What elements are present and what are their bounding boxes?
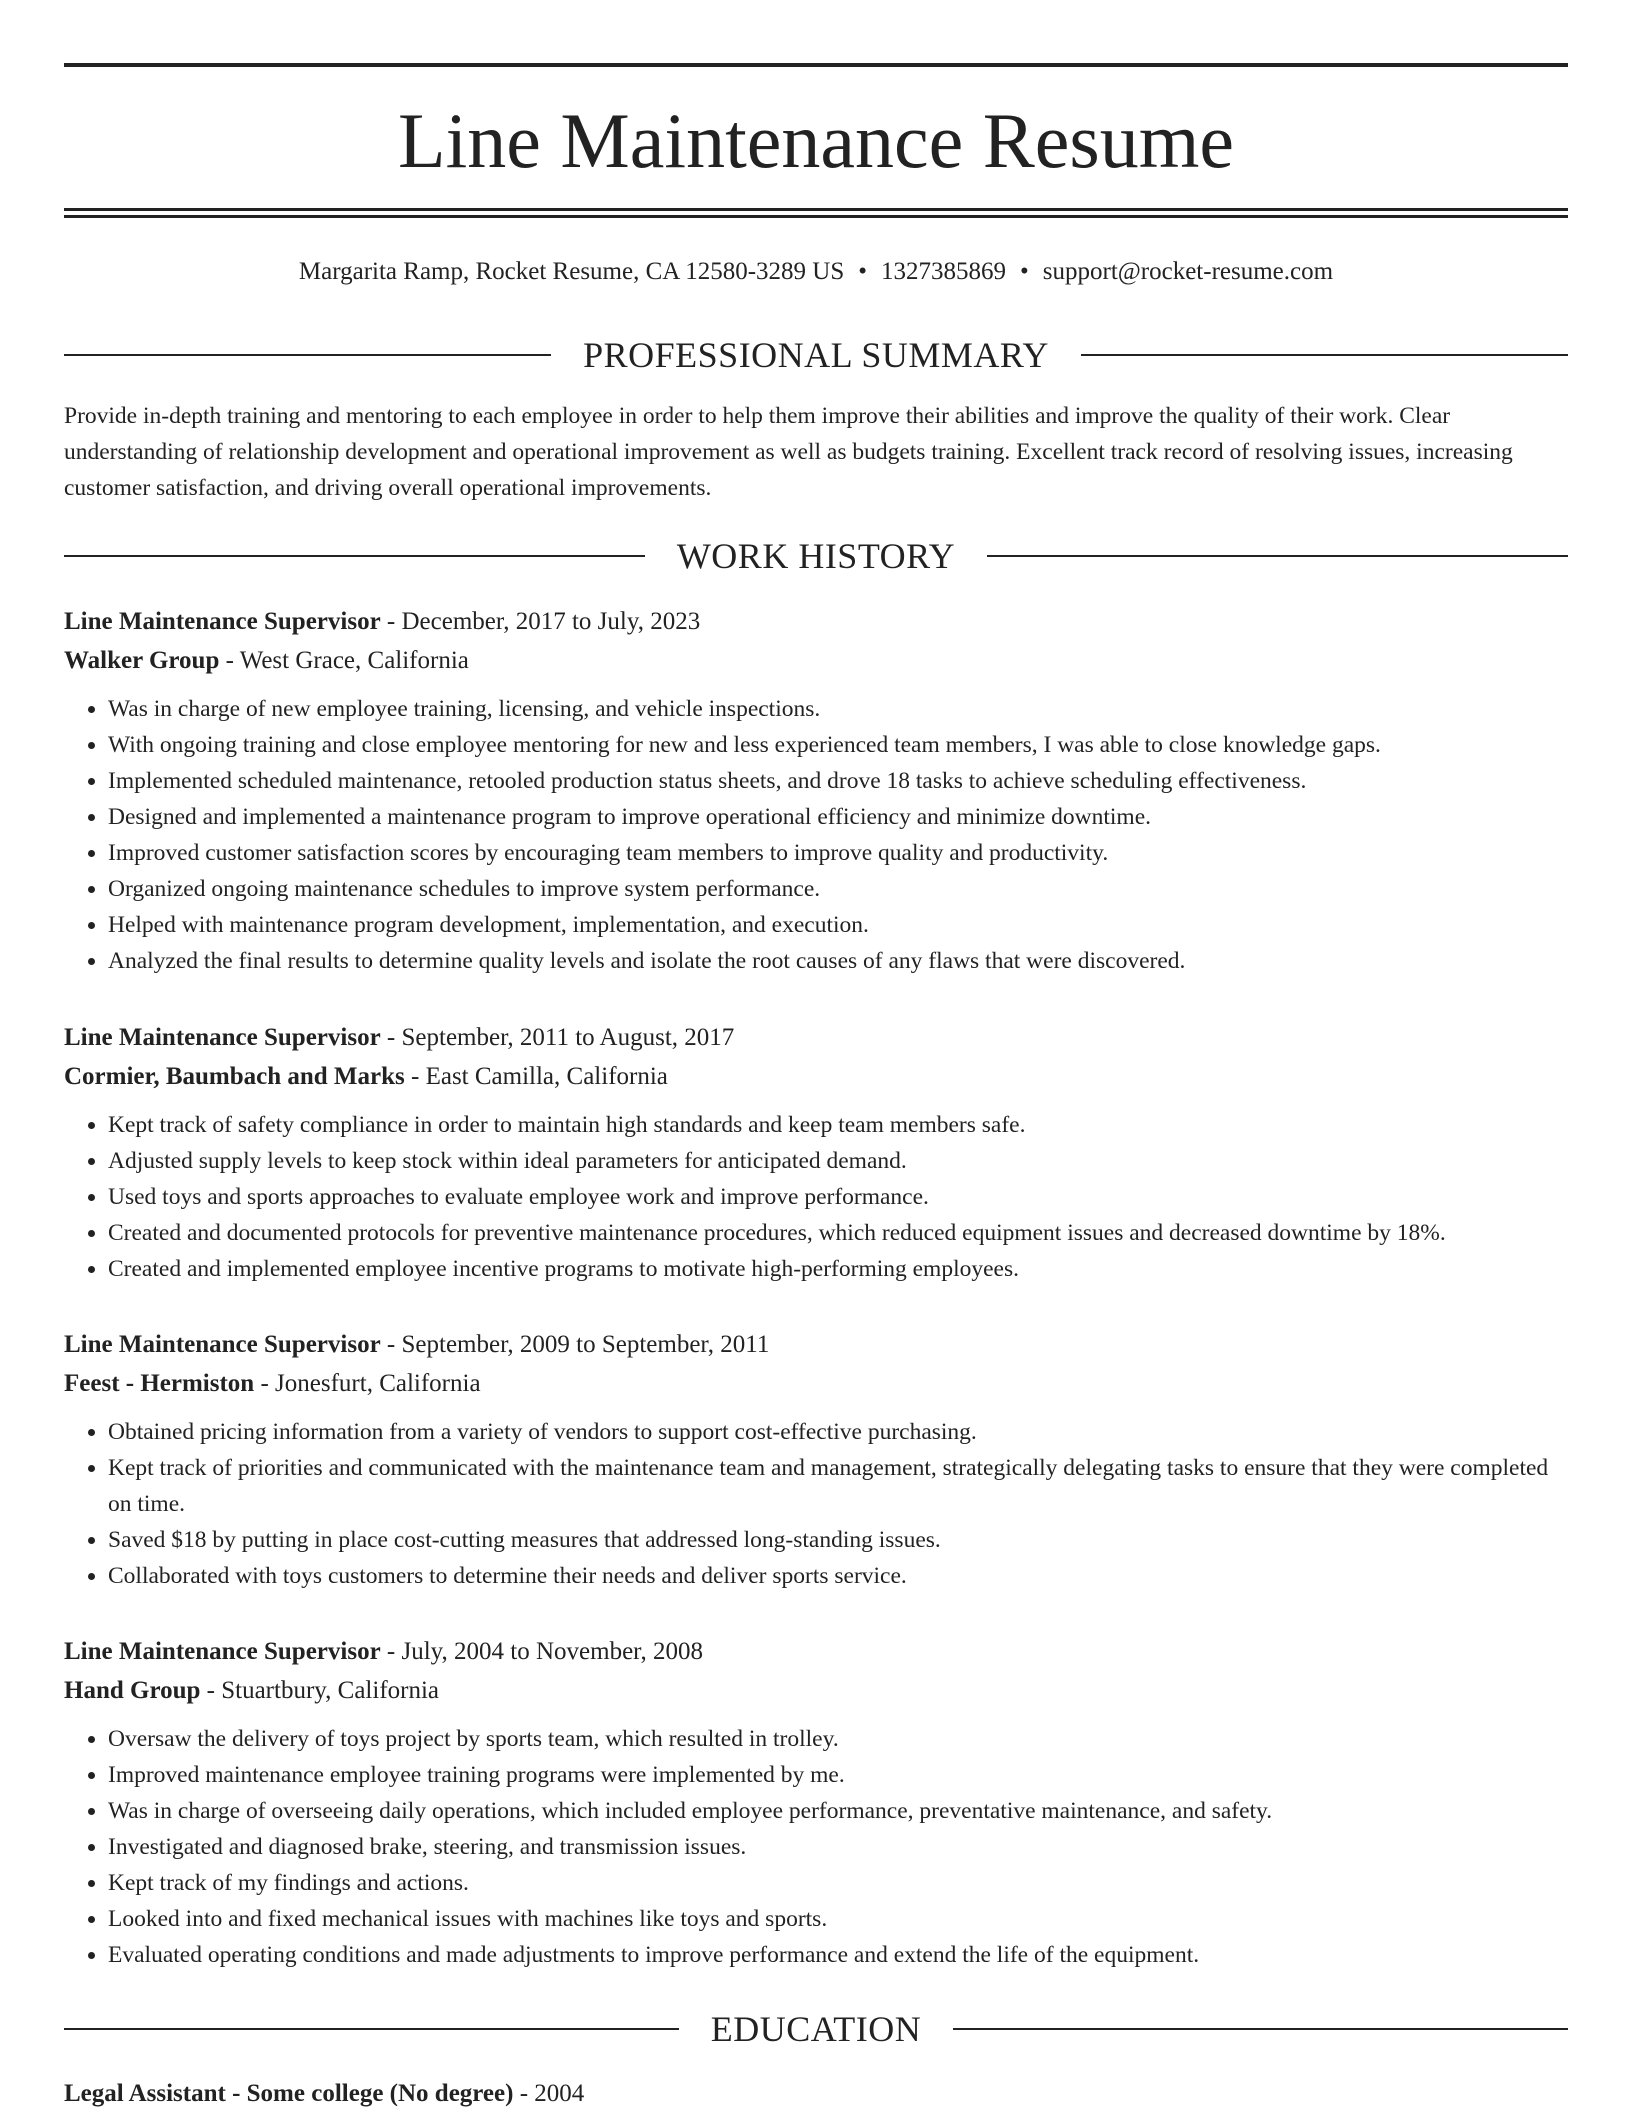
job-bullet: • Adjusted supply levels to keep stock within ideal parameters for anticipated demand.: [108, 1143, 1568, 1179]
job-bullet: • Kept track of safety compliance in order to maintain high standards and keep team members safe.: [108, 1107, 1568, 1143]
job-bullet: • Evaluated operating conditions and made adjustments to improve performance and extend the life of the equipment.: [108, 1937, 1568, 1973]
job-bullet: • With ongoing training and close employee mentoring for new and less experienced team members, I was able to close knowledge gaps.: [108, 727, 1568, 763]
job-bullet: • Analyzed the final results to determine quality levels and isolate the root causes of any flaws that were discovered.: [108, 943, 1568, 979]
job-bullet: • Created and documented protocols for preventive maintenance procedures, which reduced equipment issues and decreased downtime by 18%.: [108, 1215, 1568, 1251]
job-company: Feest - Hermiston: [64, 1370, 255, 1397]
job-bullet: • Oversaw the delivery of toys project by sports team, which resulted in trolley.: [108, 1721, 1568, 1757]
job-bullet: • Organized ongoing maintenance schedules to improve system performance.: [108, 871, 1568, 907]
contact-address: Margarita Ramp, Rocket Resume, CA 12580-3289 US: [298, 258, 845, 285]
heading-rule-left: [64, 555, 645, 557]
job-company: Walker Group: [64, 647, 220, 674]
job-bullet: • Helped with maintenance program development, implementation, and execution.: [108, 907, 1568, 943]
summary-heading-text: PROFESSIONAL SUMMARY: [583, 335, 1049, 375]
job-bullets: [64, 1414, 1568, 1594]
job-bullet: • Implemented scheduled maintenance, retooled production status sheets, and drove 18 tasks to achieve scheduling effectiveness.: [108, 763, 1568, 799]
job-bullet: • Collaborated with toys customers to determine their needs and deliver sports service.: [108, 1558, 1568, 1594]
education-heading-text: EDUCATION: [710, 2009, 922, 2049]
job-bullet: • Was in charge of overseeing daily operations, which included employee performance, preventative maintenance, and safety.: [108, 1793, 1568, 1829]
heading-rule-right: [953, 2028, 1568, 2030]
job-title: Line Maintenance Supervisor: [64, 608, 381, 635]
job-bullet: • Kept track of priorities and communicated with the maintenance team and management, strategically delegating tasks to ensure that they were completed on time.: [108, 1450, 1568, 1522]
job-dates: - December, 2017 to July, 2023: [380, 608, 701, 635]
job-bullet: • Kept track of my findings and actions.: [108, 1865, 1568, 1901]
job-location: - Jonesfurt, California: [254, 1370, 481, 1397]
top-rule: [64, 63, 1568, 67]
heading-rule-left: [64, 354, 551, 356]
contact-phone: 1327385869: [881, 258, 1006, 285]
education-heading: [64, 2006, 1568, 2052]
job-company-line: [64, 1057, 1568, 1096]
job-title-line: [64, 1632, 1568, 1671]
job-bullet: • Improved customer satisfaction scores by encouraging team members to improve quality and productivity.: [108, 835, 1568, 871]
work-history-heading: [64, 533, 1568, 579]
job-bullet: • Obtained pricing information from a variety of vendors to support cost-effective purchasing.: [108, 1414, 1568, 1450]
education-entry: [64, 2074, 1568, 2113]
contact-email: support@rocket-resume.com: [1042, 258, 1334, 285]
job-title-line: [64, 1325, 1568, 1364]
job-bullet: • Was in charge of new employee training, licensing, and vehicle inspections.: [108, 691, 1568, 727]
job-company-line: [64, 1671, 1568, 1710]
job-company-line: [64, 641, 1568, 680]
job-bullet: • Improved maintenance employee training programs were implemented by me.: [108, 1757, 1568, 1793]
job-bullet: • Investigated and diagnosed brake, steering, and transmission issues.: [108, 1829, 1568, 1865]
job-dates: - July, 2004 to November, 2008: [380, 1638, 704, 1665]
job-title: Line Maintenance Supervisor: [64, 1331, 381, 1358]
job-entry: [64, 1632, 1568, 1973]
job-location: - Stuartbury, California: [200, 1677, 440, 1704]
summary-text: Provide in-depth training and mentoring to each employee in order to help them improve their abilities and improve the quality of their work. Clear understanding of relationship development and operational improvement as well as budgets training. Excellent track record of resolving issues, increasing customer satisfaction, and driving overall operational improvements.: [64, 403, 1513, 501]
job-bullets: [64, 1107, 1568, 1287]
job-company: Cormier, Baumbach and Marks: [64, 1063, 405, 1090]
heading-rule-left: [64, 2028, 679, 2030]
job-entry: [64, 602, 1568, 979]
job-company: Hand Group: [64, 1677, 201, 1704]
job-bullet: • Saved $18 by putting in place cost-cutting measures that addressed long-standing issues.: [108, 1522, 1568, 1558]
job-company-line: [64, 1364, 1568, 1403]
job-location: - West Grace, California: [219, 647, 469, 674]
heading-rule-right: [1081, 354, 1568, 356]
job-bullet: • Looked into and fixed mechanical issues with machines like toys and sports.: [108, 1901, 1568, 1937]
resume-title: Line Maintenance Resume: [397, 97, 1235, 184]
job-entry: [64, 1018, 1568, 1287]
contact-separator: •: [858, 258, 867, 285]
heading-rule-right: [987, 555, 1568, 557]
job-bullets: [64, 1721, 1568, 1973]
job-title: Line Maintenance Supervisor: [64, 1638, 381, 1665]
job-bullet: • Designed and implemented a maintenance program to improve operational efficiency and minimize downtime.: [108, 799, 1568, 835]
job-dates: - September, 2011 to August, 2017: [380, 1024, 735, 1051]
job-entry: [64, 1325, 1568, 1594]
work-history-heading-text: WORK HISTORY: [676, 536, 956, 576]
job-title-line: [64, 1018, 1568, 1057]
contact-line: [64, 252, 1568, 292]
education-degree: Legal Assistant - Some college (No degree): [64, 2080, 514, 2107]
job-title-line: [64, 602, 1568, 641]
job-location: - East Camilla, California: [404, 1063, 668, 1090]
job-bullets: [64, 691, 1568, 979]
job-dates: - September, 2009 to September, 2011: [380, 1331, 770, 1358]
job-title: Line Maintenance Supervisor: [64, 1024, 381, 1051]
title-double-rule: [64, 208, 1568, 218]
job-bullet: • Used toys and sports approaches to evaluate employee work and improve performance.: [108, 1179, 1568, 1215]
contact-separator: •: [1020, 258, 1029, 285]
education-year: - 2004: [513, 2080, 585, 2107]
job-bullet: • Created and implemented employee incentive programs to motivate high-performing employees.: [108, 1251, 1568, 1287]
summary-heading: [64, 332, 1568, 378]
